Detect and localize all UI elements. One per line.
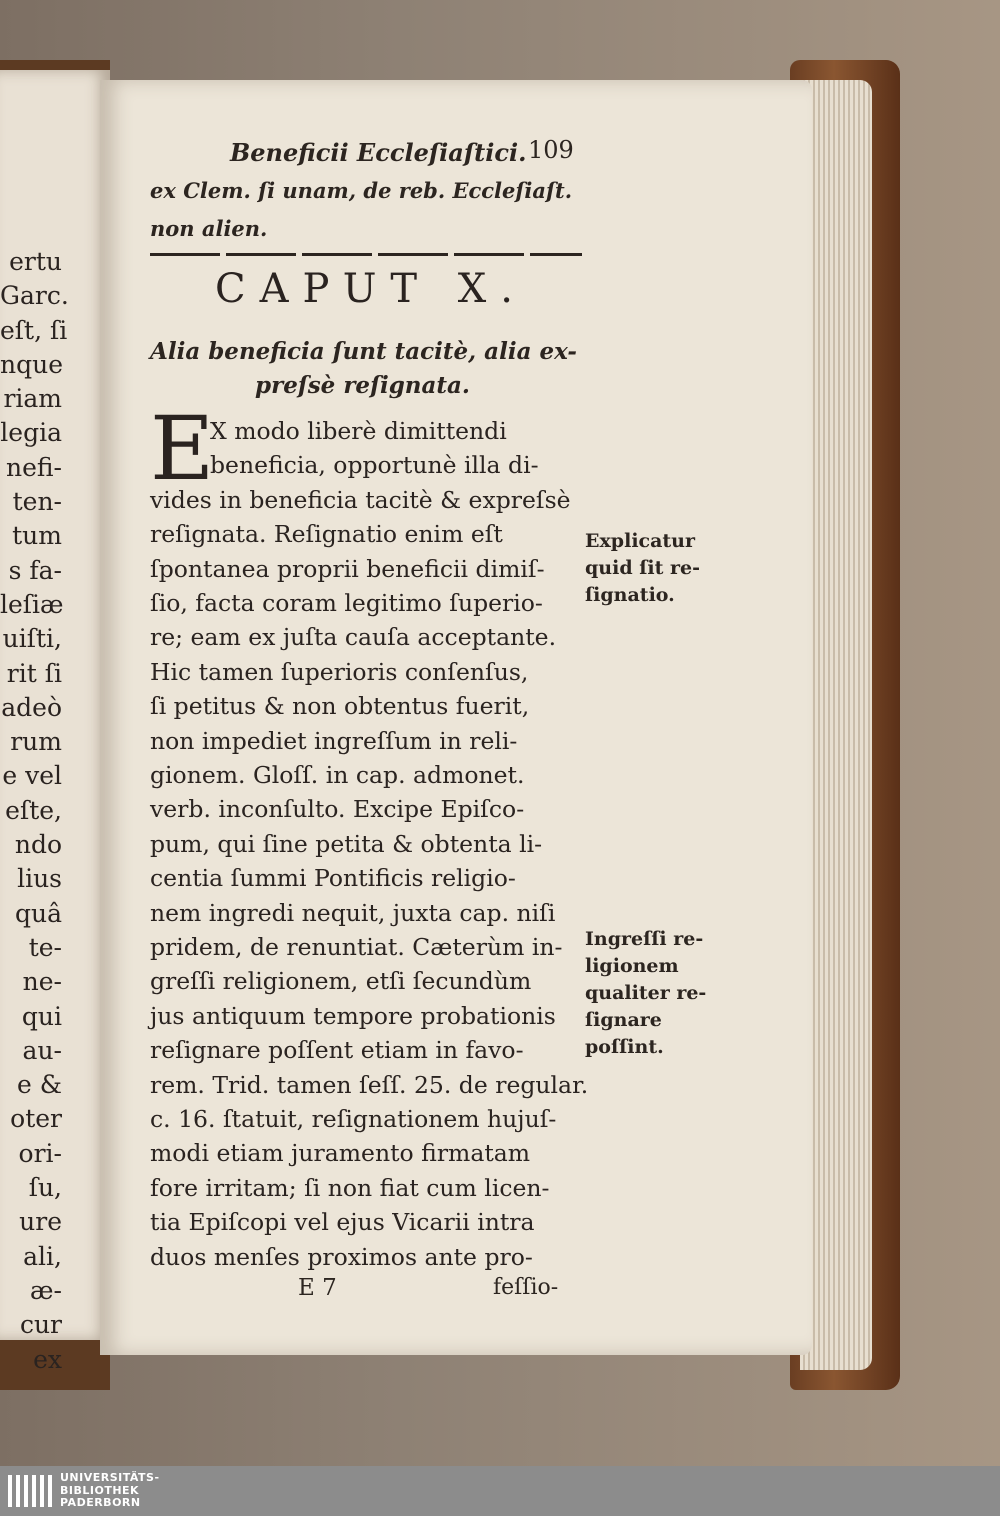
body-line: modi etiam juramento firmatam [150,1139,531,1168]
left-page-fragment: e & [17,1070,62,1100]
reference-line-1: ex Clem. ſi unam, de reb. Eccleſiaſt. [150,178,573,203]
body-line: ſpontanea proprii beneficii dimiſ- [150,554,545,583]
left-page-fragment: nque [0,349,64,379]
body-line: centia ſummi Pontificis religio- [150,864,516,893]
left-page-fragment: ne- [22,967,62,997]
left-page-text-fragments [0,245,69,1377]
left-page-fragment: lius [17,864,62,894]
left-page-fragment: ſu, [28,1173,62,1203]
drop-cap: E [150,397,215,500]
body-line: rem. Trid. tamen ſeſſ. 25. de regular. [150,1070,589,1099]
body-line: non impediet ingreſſum in reli- [150,726,518,755]
body-line: c. 16. ſtatuit, reſignationem hujuſ- [150,1105,557,1133]
logo-line: BIBLIOTHEK [60,1483,140,1497]
body-line: vides in beneficia tacitè & expreſsè [150,485,571,514]
body-line: Hic tamen ſuperioris conſenſus, [150,657,529,686]
left-page-fragment: quâ [14,898,62,928]
chapter-title: CAPUT X. [215,266,527,312]
body-line: reſignata. Reſignatio enim eſt [150,520,503,549]
left-page-fragment: ertu [9,247,62,276]
left-page-fragment: te- [28,932,62,962]
left-page-fragment: rum [10,727,62,757]
chapter-subtitle-line-2: preſsè reſignata. [255,372,470,399]
margin-note-line: quid ſit re- [585,557,700,579]
left-page-fragment: qui [21,1001,62,1031]
left-page-fragment: eſte, [5,795,62,825]
margin-note-line: ligionem [585,955,679,977]
body-line: nem ingredi nequit, juxta cap. niſi [150,898,556,927]
left-page-fragment: cur [19,1310,62,1340]
catchword: feſſio- [493,1275,559,1300]
margin-note-line: poſſint. [585,1036,664,1058]
left-page-fragment: oter [10,1104,62,1134]
left-page-fragment: e vel [2,761,62,791]
body-line: reſignare poſſent etiam in favo- [150,1036,524,1065]
left-page-fragment: ten- [12,487,62,517]
left-page-fragment: tum [12,521,62,551]
body-line: beneficia, opportunè illa di- [210,451,539,480]
margin-note-line: Explicatur [585,530,696,552]
logo-line: PADERBORN [60,1496,141,1509]
left-page-fragment: eſt, ſi [0,315,68,345]
left-page-fragment: legia [0,418,62,448]
left-page [0,70,110,1374]
left-page-fragment: s fa- [8,555,62,585]
left-page-fragment: æ- [30,1275,62,1305]
footer-bar [0,1466,1000,1516]
body-line: fore irritam; ſi non fiat cum licen- [150,1173,550,1202]
running-head: Beneficii Eccleſiaſtici. [230,138,527,167]
body-line: gionem. Gloſſ. in cap. admonet. [150,761,525,789]
signature-mark: E 7 [298,1275,337,1301]
margin-note-line: ſignare [585,1009,662,1031]
body-line: jus antiquum tempore probationis [150,1001,556,1030]
left-page-fragment: rit ſi [6,658,62,688]
body-line: pridem, de renuntiat. Cæterùm in- [150,933,563,961]
divider-rule [150,253,582,256]
body-line: verb. inconſulto. Excipe Epiſco- [150,795,525,824]
margin-note-line: Ingreſſi re- [585,928,704,950]
body-line: duos menſes proximos ante pro- [150,1242,533,1271]
left-page-fragment: au- [22,1035,62,1065]
margin-note-line: qualiter re- [585,982,707,1004]
reference-line-2: non alien. [150,216,268,241]
left-page-fragment: Garc. [0,281,69,311]
body-line: ſi petitus & non obtentus fuerit, [150,692,530,721]
body-line: greſſi religionem, etſi ſecundùm [150,967,532,996]
body-line: re; eam ex juſta cauſa acceptante. [150,623,557,652]
left-page-fragment: leſiæ [0,589,64,619]
library-logo-text [60,1472,160,1510]
left-page-fragment: ali, [23,1241,62,1271]
body-line: X modo liberè dimittendi [210,417,507,445]
left-page-fragment: riam [3,384,62,414]
chapter-subtitle-line-1: Alia beneficia ſunt tacitè, alia ex- [150,338,577,365]
body-line: pum, qui ſine petita & obtenta li- [150,829,543,858]
left-page-fragment: ure [19,1207,62,1237]
page-number: 109 [528,136,574,164]
logo-line: UNIVERSITÄTS- [60,1471,160,1484]
left-page-fragment: uiſti, [2,624,62,654]
body-line: ſio, facta coram legitimo ſuperio- [150,589,543,617]
left-page-fragment: adeò [1,692,62,722]
left-page-fragment: nefi- [5,452,62,482]
left-page-fragment: ex [33,1344,62,1374]
margin-note-line: ſignatio. [585,584,675,606]
left-page-fragment: ndo [14,830,62,860]
left-page-fragment: ori- [18,1138,62,1168]
library-bars-icon [8,1475,52,1507]
body-line: tia Epiſcopi vel ejus Vicarii intra [150,1208,535,1237]
